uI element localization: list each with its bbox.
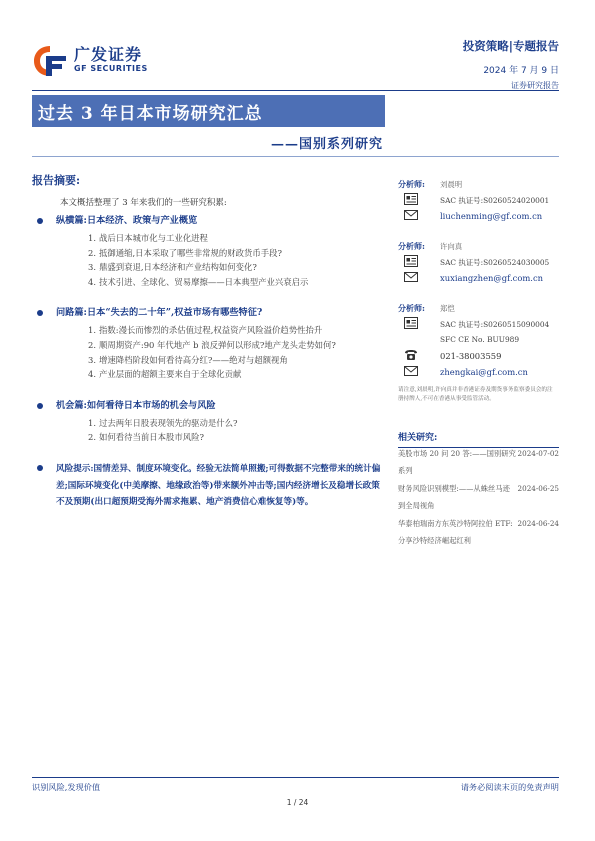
related-research-list (398, 446, 559, 551)
item-text: 过去两年日股表现领先的驱动是什么? (99, 417, 238, 428)
related-date: 2024-06-25 (517, 484, 559, 493)
title-divider (32, 156, 559, 157)
analyst-sac: SAC 执证号:S0260524020001 (440, 196, 550, 205)
email-icon (404, 209, 418, 221)
header-meta (463, 38, 559, 91)
footer-disclaimer-link[interactable]: 请务必阅读末页的免责声明 (460, 782, 559, 792)
analyst-name: 刘晨明 (440, 180, 463, 189)
item-number: 3. (88, 262, 96, 273)
id-card-icon (404, 317, 418, 329)
page-subtitle: ——国别系列研究 (270, 137, 383, 152)
item-number: 2. (88, 339, 96, 350)
item-text: 顺周期资产:90 年代地产 b 浪反弹何以形成?地产龙头走势如何? (99, 339, 336, 350)
summary-heading: 报告摘要: (32, 174, 81, 187)
related-title[interactable]: 华泰柏瑞南方东英沙特阿拉伯 ETF:分享沙特经济崛起红利 (398, 519, 513, 545)
analyst-sfc: SFC CE No. BUU989 (440, 335, 520, 344)
item-text: 抵御通缩,日本采取了哪些非常规的财政货币手段? (99, 247, 283, 258)
item-text: 产业层面的超额主要来自于全球化贡献 (99, 369, 242, 380)
analyst-label: 分析师: (398, 241, 425, 251)
item-number: 1. (88, 233, 96, 243)
list-item (32, 430, 382, 445)
analyst-email[interactable]: xuxiangzhen@gf.com.cn (440, 273, 544, 283)
item-text: 鼎盛到衰退,日本经济和产业结构如何变化? (99, 262, 257, 273)
summary-group (32, 399, 382, 445)
summary-group (32, 214, 382, 289)
analyst-label: 分析师: (398, 179, 425, 189)
list-item (32, 416, 382, 431)
related-item[interactable] (398, 481, 559, 514)
group-title (32, 399, 382, 413)
group-items (32, 231, 382, 289)
bullet-icon (37, 310, 43, 316)
list-item (32, 275, 382, 290)
item-number: 3. (88, 354, 96, 365)
footer-divider (32, 777, 559, 778)
id-card-icon (404, 193, 418, 205)
analyst-sac: SAC 执证号:S0260515090004 (440, 320, 550, 329)
header-divider (32, 90, 559, 91)
list-item (32, 231, 382, 246)
title-band (32, 95, 385, 127)
analyst-card (398, 238, 558, 286)
report-department: 证券研究报告 (511, 81, 559, 90)
list-item (32, 260, 382, 275)
report-type: 投资策略|专题报告 (462, 39, 559, 53)
list-item (32, 323, 382, 338)
item-text: 增速降档阶段如何看待高分红?——绝对与超额视角 (99, 354, 288, 365)
analyst-card (398, 300, 558, 380)
list-item (32, 367, 382, 382)
email-icon (404, 365, 418, 377)
related-item[interactable] (398, 446, 559, 479)
logo-english-text: GF SECURITIES (74, 64, 148, 73)
analyst-panel (398, 176, 558, 404)
item-number: 1. (88, 325, 96, 336)
list-item (32, 353, 382, 368)
related-date: 2024-07-02 (517, 449, 559, 458)
related-title[interactable]: 财务风险识别模型:——从蛛丝马迹到全局视角 (398, 484, 510, 510)
item-text: 战后日本城市化与工业化进程 (99, 233, 208, 243)
analyst-phone: 021-38003559 (440, 351, 502, 361)
group-items (32, 416, 382, 445)
related-research-heading: 相关研究: (398, 430, 559, 448)
email-icon (404, 271, 418, 283)
bullet-icon (37, 218, 43, 224)
analyst-label: 分析师: (398, 303, 425, 313)
item-text: 如何看待当前日本股市风险? (99, 432, 204, 443)
page-title: 过去 3 年日本市场研究汇总 (38, 104, 263, 124)
related-date: 2024-06-24 (517, 519, 559, 528)
summary-group (32, 306, 382, 381)
bullet-icon (37, 465, 43, 471)
report-summary (32, 172, 382, 511)
group-title (32, 214, 382, 228)
item-number: 1. (88, 417, 96, 428)
list-item (32, 246, 382, 261)
analyst-card (398, 176, 558, 224)
risk-warning-text: 风险提示:国情差异、制度环境变化。经验无法简单照搬;可得数据不完整带来的统计偏差;国际环境变化(中美摩擦、地缘政治等)带来额外冲击等;国内经济增长及稳增长政策不及预期(出口超预期受海外需求拖累、地产消费信心难恢复等)等。 (56, 463, 381, 508)
analyst-sac: SAC 执证号:S0260524030005 (440, 258, 550, 267)
item-number: 4. (88, 369, 96, 380)
licensing-note: 请注意,刘晨明,许向真并非香港证券及期货事务监察委员会的注册持牌人,不可在香港从事受监管活动。 (398, 387, 553, 402)
analyst-name: 郑恺 (440, 304, 455, 313)
item-number: 2. (88, 432, 96, 443)
group-title (32, 306, 382, 320)
group-items (32, 323, 382, 381)
bullet-icon (37, 403, 43, 409)
footer-slogan: 识别风险,发现价值 (32, 782, 101, 792)
group-title-text: 机会篇:如何看待日本市场的机会与风险 (56, 399, 216, 411)
phone-icon (404, 349, 418, 361)
gf-logo-mark-icon (32, 44, 68, 78)
group-title-text: 纵横篇:日本经济、政策与产业概览 (56, 215, 198, 226)
id-card-icon (404, 255, 418, 267)
gf-logo (32, 42, 162, 82)
logo-chinese-text: 广发证券 (74, 45, 143, 64)
analyst-name: 许向真 (440, 242, 463, 251)
item-text: 指数:漫长而惨烈的杀估值过程,权益资产风险溢价趋势性抬升 (99, 325, 323, 336)
list-item (32, 338, 382, 353)
risk-warning (32, 461, 382, 511)
page-number: 1 / 24 (286, 798, 309, 807)
group-title-text: 问路篇:日本“失去的二十年”,权益市场有哪些特征? (56, 307, 263, 319)
analyst-email[interactable]: liuchenming@gf.com.cn (440, 211, 543, 221)
related-item[interactable] (398, 516, 559, 549)
item-number: 4. (88, 276, 96, 287)
item-number: 2. (88, 247, 96, 258)
related-title[interactable]: 美股市场 20 问 20 答:——国别研究系列 (398, 449, 516, 475)
summary-intro: 本文概括整理了 3 年来我们的一些研究积累: (60, 198, 227, 208)
report-date: 2024 年 7 月 9 日 (483, 66, 559, 76)
analyst-email[interactable]: zhengkai@gf.com.cn (440, 367, 528, 377)
item-text: 技术引进、全球化、贸易摩擦——日本典型产业兴衰启示 (99, 276, 309, 287)
